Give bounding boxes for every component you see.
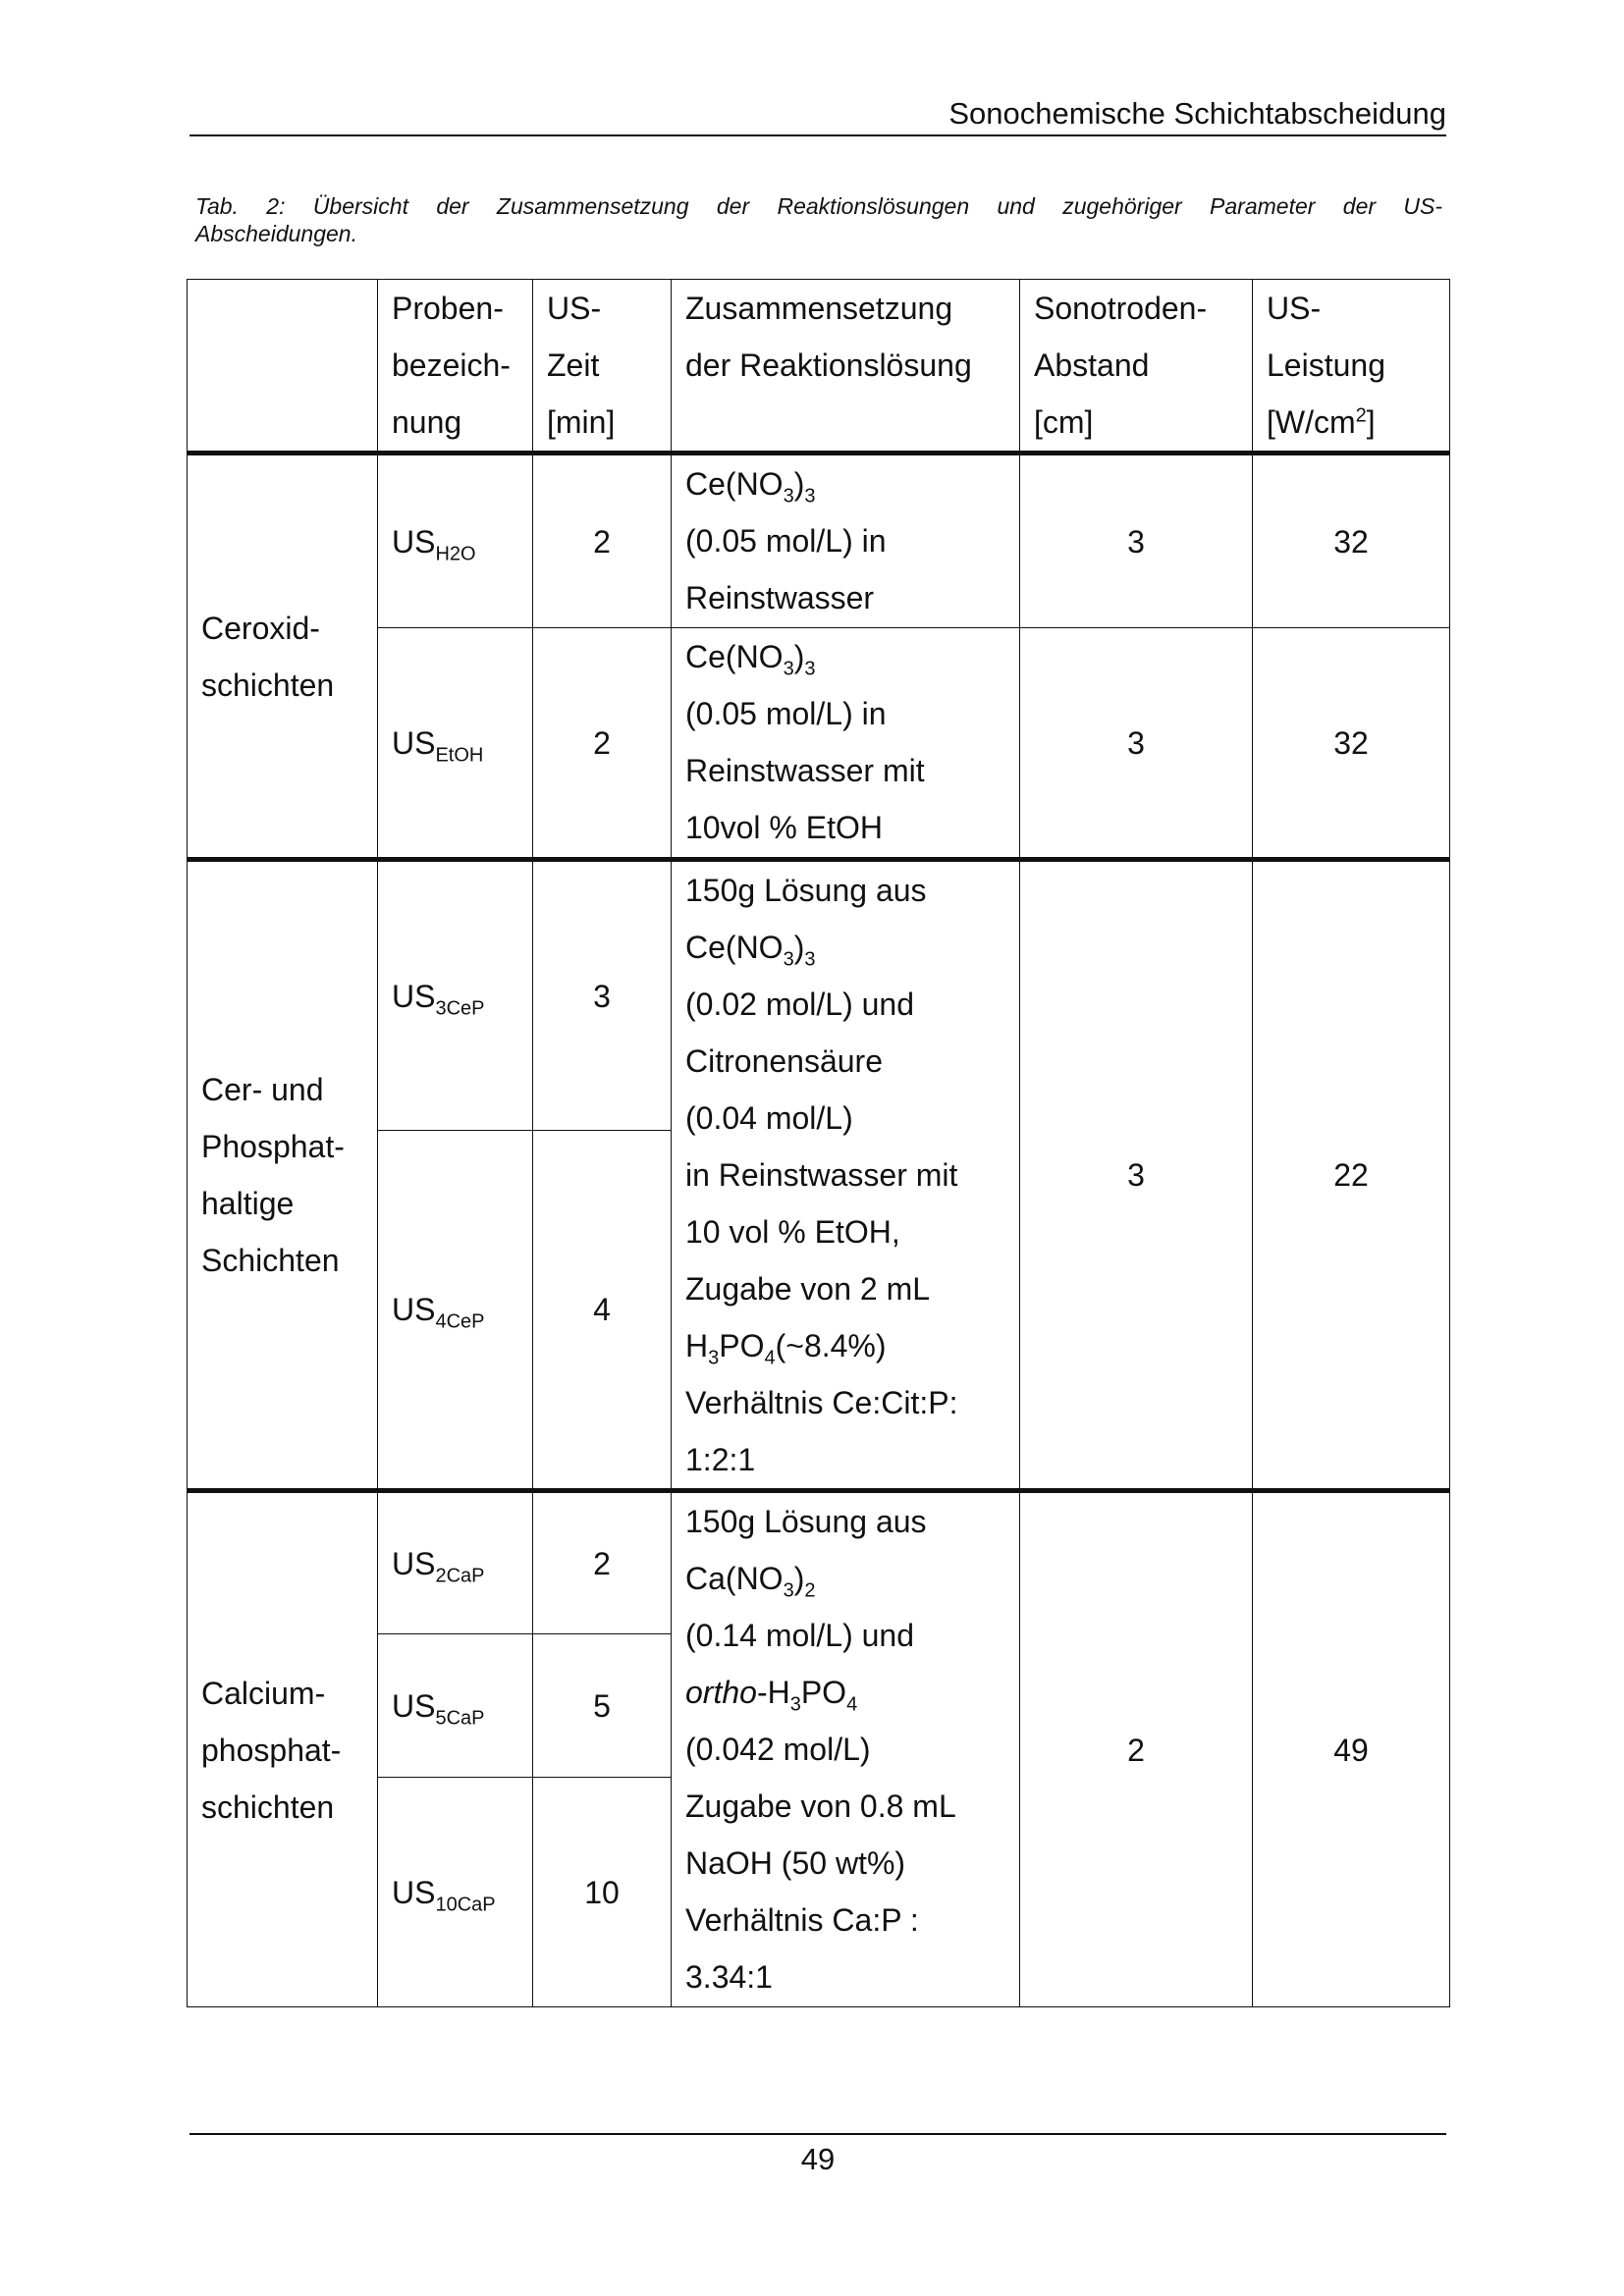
footer-rule xyxy=(189,2133,1446,2135)
composition-cell: 150g Lösung aus $Ca(NO_3)_2$ (0.14 mol/L) und ortho-$H_3PO_4$ (0.042 mol/L) Zugabe von 0.8 mL NaOH (50 wt%) Verhältnis Ca:P : 3.34:1 xyxy=(672,1491,1020,2007)
running-header: Sonochemische Schichtabscheidung xyxy=(948,96,1446,131)
sample-name-cell: $US_{5CaP}$ xyxy=(378,1634,533,1778)
us-time-cell: 4 xyxy=(533,1131,672,1491)
us-time-cell: 10 xyxy=(533,1778,672,2007)
page-number: 49 xyxy=(800,2142,836,2176)
header-cell-sample-name: Proben- bezeich- nung xyxy=(378,280,533,454)
table-header-row xyxy=(188,280,1450,454)
sample-name-cell: $US_{EtOH}$ xyxy=(378,628,533,860)
table-row xyxy=(188,454,1450,628)
results-table xyxy=(187,279,1450,2007)
us-time-cell: 2 xyxy=(533,454,672,628)
group-label-ceroxid: Ceroxid- schichten xyxy=(188,454,378,860)
table-caption-continued: Abscheidungen. xyxy=(195,221,357,246)
us-time-cell: 3 xyxy=(533,860,672,1131)
header-cell-power: US- Leistung $[W/cm^2]$ xyxy=(1253,280,1450,454)
sample-name-cell: $US_{H2O}$ xyxy=(378,454,533,628)
us-time-cell: 2 xyxy=(533,1491,672,1634)
header-cell-distance: Sonotroden- Abstand [cm] xyxy=(1020,280,1253,454)
distance-cell: 3 xyxy=(1020,628,1253,860)
sample-name-cell: $US_{4CeP}$ xyxy=(378,1131,533,1491)
header-cell-composition: Zusammensetzung der Reaktionslösung xyxy=(672,280,1020,454)
header-cell-empty xyxy=(188,280,378,454)
power-cell: 32 xyxy=(1253,454,1450,628)
distance-cell: 2 xyxy=(1020,1491,1253,2007)
sample-name-cell: $US_{10CaP}$ xyxy=(378,1778,533,2007)
table-caption: Tab. 2: Übersicht der Zusammensetzung der Reaktionslösungen und zugehöriger Parameter der US- xyxy=(195,193,1442,219)
composition-cell: $Ce(NO_3)_3$ (0.05 mol/L) in Reinstwasser xyxy=(672,454,1020,628)
composition-cell: $Ce(NO_3)_3$ (0.05 mol/L) in Reinstwasser mit 10vol % EtOH xyxy=(672,628,1020,860)
header-rule xyxy=(189,134,1446,136)
group-label-cer-phosphat: Cer- und Phosphat- haltige Schichten xyxy=(188,860,378,1491)
distance-cell: 3 xyxy=(1020,454,1253,628)
power-cell: 22 xyxy=(1253,860,1450,1491)
us-time-cell: 2 xyxy=(533,628,672,860)
power-cell: 49 xyxy=(1253,1491,1450,2007)
group-label-calciumphosphat: Calcium- phosphat- schichten xyxy=(188,1491,378,2007)
sample-name-cell: $US_{3CeP}$ xyxy=(378,860,533,1131)
composition-cell: 150g Lösung aus $Ce(NO_3)_3$ (0.02 mol/L) und Citronensäure (0.04 mol/L) in Reinstwasser mit 10 vol % EtOH, Zugabe von 2 mL $H_3PO_4(\sim 8.4\%)$ Verhältnis Ce:Cit:P: 1:2:1 xyxy=(672,860,1020,1491)
table-row xyxy=(188,1491,1450,1634)
sample-name-cell: $US_{2CaP}$ xyxy=(378,1491,533,1634)
power-cell: 32 xyxy=(1253,628,1450,860)
distance-cell: 3 xyxy=(1020,860,1253,1491)
header-cell-us-time: US- Zeit [min] xyxy=(533,280,672,454)
us-time-cell: 5 xyxy=(533,1634,672,1778)
table-row xyxy=(188,860,1450,1131)
